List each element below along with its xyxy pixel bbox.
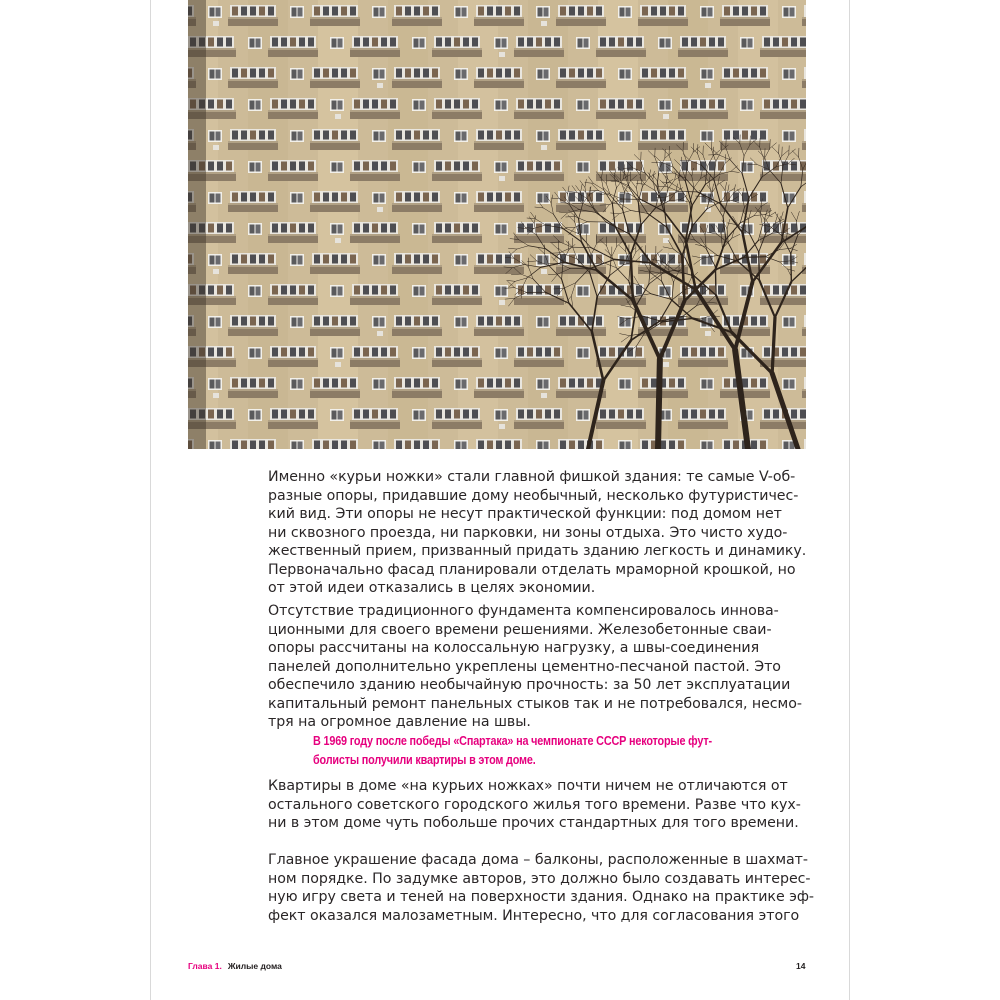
- text-line: жественный прием, призванный придать зданию легкость и динамику.: [268, 543, 807, 559]
- text-line: ни сквозного проезда, ни парковки, ни зоны отдыха. Это чисто худо-: [268, 524, 788, 541]
- chapter-number: Глава 1.: [188, 961, 222, 971]
- footer-chapter: [188, 960, 282, 972]
- text-line: фект оказался малозаметным. Интересно, что для согласования этого: [268, 907, 800, 924]
- pull-quote: [313, 732, 712, 769]
- text-line: остального советского городского жилья того времени. Разве что кух-: [268, 796, 801, 813]
- page-edge-left: [150, 0, 151, 1000]
- page-number: 14: [796, 961, 806, 971]
- paragraph-4: [268, 851, 814, 925]
- text-line: обеспечило зданию необычайную прочность: за 50 лет эксплуатации: [268, 677, 791, 693]
- paragraph-1: [268, 468, 807, 598]
- text-line: тря на огромное давление на швы.: [268, 714, 531, 730]
- pull-quote-line: болисты получили квартиры в этом доме.: [313, 752, 536, 767]
- text-line: ни в этом доме чуть побольше прочих стандартных для того времени.: [268, 815, 799, 831]
- text-line: от этой идеи отказались в целях экономии.: [268, 580, 596, 596]
- text-line: Главное украшение фасада дома – балконы, расположенные в шахмат-: [268, 852, 808, 868]
- text-line: разные опоры, придавшие дому необычный, несколько футуристичес-: [268, 487, 799, 504]
- text-line: опоры рассчитаны на колоссальную нагрузку, а швы-соединения: [268, 640, 760, 656]
- pull-quote-line: В 1969 году после победы «Спартака» на чемпионате СССР некоторые фут-: [313, 734, 712, 748]
- paragraph-2: [268, 602, 802, 732]
- text-line: панелей дополнительно укреплены цементно-песчаной пастой. Это: [268, 658, 781, 675]
- text-line: кий вид. Эти опоры не несут практической функции: под домом нет: [268, 506, 782, 522]
- page-edge-right: [849, 0, 850, 1000]
- text-line: Отсутствие традиционного фундамента компенсировалось иннова-: [268, 603, 779, 619]
- building-facade-photo: [188, 0, 806, 449]
- text-line: Первоначально фасад планировали отделать мраморной крошкой, но: [268, 561, 796, 578]
- text-line: Квартиры в доме «на курьих ножках» почти ничем не отличаются от: [268, 778, 788, 794]
- chapter-title: Жилые дома: [227, 961, 282, 971]
- text-line: ционными для своего времени решениями. Железобетонные сваи-: [268, 621, 772, 638]
- text-line: Именно «курьи ножки» стали главной фишкой здания: те самые V-об-: [268, 469, 796, 485]
- text-line: ную игру света и теней на поверхности здания. Однако на практике эф-: [268, 889, 814, 905]
- paragraph-3: [268, 777, 801, 833]
- text-line: капитальный ремонт панельных стыков так и не потребовался, несмо-: [268, 695, 802, 712]
- text-line: ном порядке. По задумке авторов, это должно было создавать интерес-: [268, 870, 811, 887]
